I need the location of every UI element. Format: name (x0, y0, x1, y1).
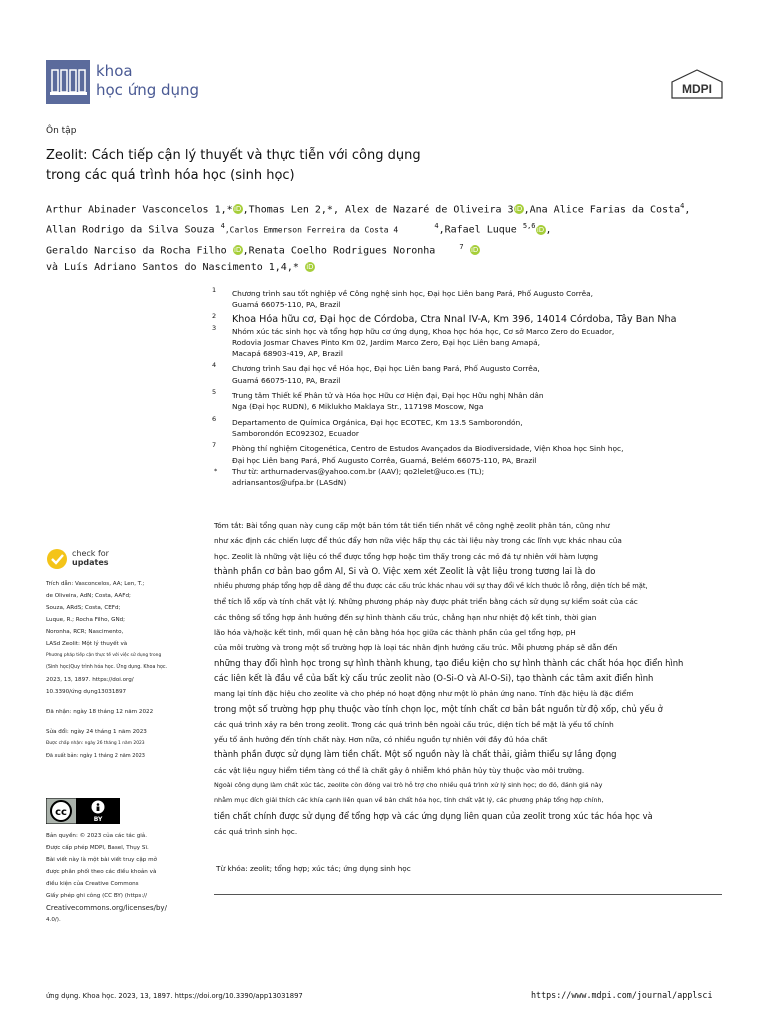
citation-line: LASd Zeolit: Một lý thuyết và (46, 641, 128, 647)
license-line: Được cấp phép MDPI, Basel, Thụy Sĩ. (46, 845, 149, 851)
author-separator: , (545, 224, 552, 236)
abstract-line: Ngoài công dụng làm chất xúc tác, zeolite còn đóng vai trò hỗ trợ cho nhiều quá trình xử lý sinh học; do đó, đánh giá này (214, 781, 603, 790)
affiliation-line: Nga (Đại học RUDN), 6 Miklukho Maklaya Str., 117198 Moscow, Nga (232, 402, 484, 412)
abstract-line: các liên kết là đầu về của bất kỳ cấu trúc zeolit nào (O-Si-O và Al-O-Si), tạo thành các tâm axit điển hình (214, 672, 654, 683)
orcid-icon[interactable]: iD (514, 205, 523, 214)
affiliation-line: Đại học Liên bang Pará, Phố Augusto Corrêa, Guamá, Belém 66075-110, PA, Brazil (232, 455, 537, 465)
author-1: Arthur Abinader Vasconcelos 1,* (46, 204, 233, 216)
orcid-icon[interactable]: iD (306, 262, 314, 271)
abstract-line: học. Zeolit là những vật liệu có thể được tổng hợp hoặc tìm thấy trong các mỏ đá tự nhiên với hàm lượng (214, 551, 598, 561)
correspondence-line[interactable]: adriansantos@ufpa.br (LASdN) (232, 478, 347, 488)
check-updates-line1: check for (72, 549, 109, 558)
footer-journal-url[interactable]: https://www.mdpi.com/journal/applsci (531, 990, 713, 1000)
abstract-line: yếu tố ảnh hưởng đến tính chất này. Hơn nữa, có nhiều nguồn tự nhiên với đầy đủ hóa chất (214, 735, 548, 745)
journal-logo (46, 60, 90, 104)
check-icon (46, 548, 68, 570)
author-9: và Luís Adriano Santos do Nascimento 1,4,* (46, 261, 299, 273)
cc-by-license-badge[interactable] (46, 798, 120, 824)
affiliation-line: Guamá 66075-110, PA, Brazil (232, 375, 341, 385)
citation-line: Trích dẫn: Vasconcelos, AA; Len, T.; (46, 581, 145, 587)
svg-text:BY: BY (93, 816, 103, 823)
orcid-icon[interactable]: iD (470, 245, 479, 254)
author-3-affil: 4 (680, 202, 685, 210)
author-8: ,Renata Coelho Rodrigues Noronha (242, 244, 436, 256)
abstract-line: Tóm tắt: Bài tổng quan này cung cấp một bản tóm tắt tiến tiến nhất về công nghệ zeolit phân tán, cũng như (214, 521, 610, 530)
author-4-affil: 4 (220, 222, 225, 231)
citation-block (46, 578, 196, 762)
abstract (214, 518, 722, 839)
journal-name (96, 62, 199, 100)
affiliations (212, 288, 732, 488)
citation-line: Luque, R.; Rocha Filho, GNd; (46, 617, 126, 623)
mdpi-logo (668, 68, 726, 102)
abstract-line: tiền chất chính được sử dụng để tổng hợp và các ứng dụng liên quan của zeolit trong xúc tác hóa học và (214, 810, 653, 821)
affiliation-line: Khoa Hóa hữu cơ, Đại học de Córdoba, Ctra Nnal IV-A, Km 396, 14014 Córdoba, Tây Ban Nha (232, 313, 677, 325)
orcid-icon[interactable]: iD (233, 205, 242, 214)
affiliation-number: 3 (212, 323, 217, 332)
correspondence-line[interactable]: Thư từ: arthurnadervas@yahoo.com.br (AAV); qo2lelet@uco.es (TL); (232, 466, 485, 476)
correspondence (212, 466, 732, 489)
affiliation-line: Departamento de Química Orgánica, Đại học ECOTEC, Km 13.5 Samborondón, (232, 417, 523, 427)
abstract-line: các thông số tổng hợp ảnh hưởng đến sự hình thành cấu trúc, chẳng hạn như nhiệt độ kết tinh, thời gian (214, 612, 597, 622)
abstract-line: các vật liệu nguy hiểm tiềm tàng có thể là chất gây ô nhiễm khó phân hủy tùy thuộc vào môi trường. (214, 765, 585, 775)
author-6: ,Rafael Luque (438, 224, 517, 236)
journal-name-line2: học ứng dụng (96, 81, 200, 99)
affiliation-number: 1 (212, 286, 217, 294)
affiliation-5 (212, 390, 732, 413)
citation-line: de Oliveira, AdN; Costa, AAFd; (46, 593, 131, 599)
license-block (46, 830, 196, 926)
affiliation-line: Nhóm xúc tác sinh học và tổng hợp hữu cơ ứng dụng, Khoa học hóa học, Cơ sở Marco Zero do Ecuador, (232, 326, 615, 336)
divider (214, 894, 722, 895)
affiliation-6 (212, 414, 732, 440)
affiliation-line: Trung tâm Thiết kế Phân tử và Hóa học Hữu cơ Hiện đại, Đại học Hữu nghị Nhân dân (232, 391, 544, 401)
orcid-icon[interactable]: iD (536, 225, 545, 234)
abstract-line: lão hóa và/hoặc kết tinh, mối quan hệ cân bằng hóa học giữa các thành phần của gel tổng hợp, pH (214, 628, 576, 638)
author-separator: , (684, 204, 691, 216)
article-type: Ôn tập (46, 126, 77, 136)
orcid-icon[interactable]: iD (233, 245, 242, 254)
affiliation-1 (212, 288, 732, 311)
author-5: ,Carlos Emmerson Ferreira da Costa 4 (224, 225, 399, 235)
svg-text:cc: cc (55, 807, 67, 818)
affiliation-4 (212, 363, 732, 386)
article-title (46, 146, 606, 186)
affiliation-3 (212, 323, 732, 360)
abstract-line: mang lại tính đặc hiệu cho zeolite và cho phép nó hoạt động như một lò phản ứng nano. Tính đặc hiệu là đặc điểm (214, 689, 634, 699)
abstract-line: nhiều phương pháp tổng hợp dễ dàng để thu được các cấu trúc khác nhau với sự thay đổi về kích thước lỗ rỗng, diện tích bề mặt, (214, 582, 648, 591)
license-url[interactable]: Creativecommons.org/licenses/by/ (46, 904, 167, 912)
citation-line: Noronha, RCR; Nascimento, (46, 629, 124, 635)
abstract-line: thể tích lỗ xốp và tính chất vật lý. Những phương pháp này được phát triển bằng cách sử dụng sự kiểm soát của các (214, 597, 638, 607)
check-for-updates-badge[interactable] (46, 548, 186, 570)
citation-line: (Sinh học)Quy trình hóa học. Ứng dụng. Khoa học. (46, 665, 168, 670)
author-8-affil: 7 (459, 242, 464, 251)
abstract-line: các quá trình xảy ra bên trong zeolit. Trong các quá trình bên ngoài cấu trúc, diện tích bề mặt là yếu tố chính (214, 719, 614, 729)
affiliation-7 (212, 443, 732, 466)
affiliation-line: Samborondón EC092302, Ecuador (232, 428, 359, 438)
revised-date: Sửa đổi: ngày 24 tháng 1 năm 2023 (46, 729, 147, 735)
affiliation-number: 2 (212, 311, 217, 320)
journal-name-line1: khoa (96, 62, 133, 80)
affiliation-number: 6 (212, 414, 217, 423)
affiliation-line: Macapá 68903-419, AP, Brazil (232, 349, 343, 359)
abstract-line: thành phần được sử dụng làm tiền chất. Một số nguồn này là chất thải, giảm thiểu sự lắng đọng (214, 749, 617, 760)
license-line: 4.0/). (46, 917, 61, 923)
author-4: Allan Rodrigo da Silva Souza (46, 224, 215, 236)
affiliation-line: Rodovia Josmar Chaves Pinto Km 02, Jardim Marco Zero, Đại học Liên bang Amapá, (232, 337, 540, 347)
author-2: ,Thomas Len 2,*, Alex de Nazaré de Oliveira 3 (242, 204, 514, 216)
affiliation-2 (212, 311, 732, 326)
citation-doi[interactable]: 2023, 13, 1897. https://doi.org/ (46, 677, 134, 683)
svg-text:MDPI: MDPI (682, 82, 712, 96)
check-updates-line2: updates (72, 558, 109, 567)
keywords: Từ khóa: zeolit; tổng hợp; xúc tác; ứng dụng sinh học (216, 864, 411, 873)
abstract-line: trong một số trường hợp phụ thuộc vào tính chọn lọc, một tính chất cơ bản bắt nguồn từ độ xốp, chủ yếu ở (214, 703, 663, 714)
license-line: Bài viết này là một bài viết truy cập mở (46, 857, 157, 863)
author-list (46, 198, 736, 276)
abstract-line: nhằm mục đích giải thích các khía cạnh liên quan về bản chất hóa học, tính chất vật lý, các phương pháp tổng hợp chính, (214, 796, 604, 805)
affiliation-line: Phòng thí nghiệm Citogenética, Centro de Estudos Avançados da Biodiversidade, Viện Khoa học Sinh học, (232, 444, 624, 454)
abstract-line: thành phần cơ bản bao gồm Al, Si và O. Việc xem xét Zeolit là vật liệu trong tương lai là do (214, 565, 596, 576)
title-line2: trong các quá trình hóa học (sinh học) (46, 168, 295, 183)
title-line1: Zeolit: Cách tiếp cận lý thuyết và thực tiễn với công dụng (46, 148, 421, 163)
abstract-line: những thay đổi hình học trong sự hình thành khung, tạo điều kiện cho sự hình thành các chất hóa học điển hình (214, 657, 684, 668)
citation-doi[interactable]: 10.3390/ứng dụng13031897 (46, 689, 127, 695)
affiliation-number: 5 (212, 388, 217, 397)
abstract-line: như xác định các chiến lược để thúc đẩy hơn nữa việc hấp thụ các tài liệu này trong các lĩnh vực khác nhau của (214, 536, 622, 546)
footer-citation: ứng dụng. Khoa học. 2023, 13, 1897. https://doi.org/10.3390/app13031897 (46, 992, 303, 1000)
published-date: Đã xuất bản: ngày 1 tháng 2 năm 2023 (46, 753, 145, 759)
received-date: Đã nhận: ngày 18 tháng 12 năm 2022 (46, 709, 154, 715)
abstract-line: của môi trường và trong một số trường hợp là loại tác nhân định hướng cấu trúc. Mỗi phương pháp sẽ dẫn đến (214, 643, 618, 653)
citation-line: Phương pháp tiếp cận thực tế với việc sử dụng trong (46, 653, 162, 658)
affiliation-line: Guamá 66075-110, PA, Brazil (232, 300, 341, 310)
check-updates-text (72, 549, 109, 567)
affiliation-number: 4 (212, 361, 217, 370)
author-6-affil-a: 4 (434, 222, 439, 231)
affiliation-number: 7 (212, 441, 217, 450)
affiliation-number: * (214, 466, 218, 475)
abstract-line: các quá trình sinh học. (214, 826, 298, 836)
affiliation-line: Chương trình Sau đại học về Hóa học, Đại học Liên bang Pará, Phố Augusto Corrêa, (232, 364, 540, 374)
author-3: ,Ana Alice Farias da Costa (523, 204, 681, 216)
license-line: Giấy phép ghi công (CC BY) (https:// (46, 893, 147, 899)
affiliation-line: Chương trình sau tốt nghiệp về Công nghệ sinh học, Đại học Liên bang Pará, Phố Augusto Corrêa, (232, 289, 594, 298)
citation-line: Souza, ARdS; Costa, CEFd; (46, 605, 121, 611)
author-7: Geraldo Narciso da Rocha Filho (46, 244, 227, 256)
author-6-affil: 5,6 (522, 222, 536, 231)
accepted-date: Được chấp nhận: ngày 26 tháng 1 năm 2023 (46, 741, 145, 746)
license-line: Bản quyền: © 2023 của các tác giả. (46, 833, 147, 839)
license-line: được phân phối theo các điều khoản và (46, 869, 157, 875)
license-line: điều kiện của Creative Commons (46, 881, 139, 887)
